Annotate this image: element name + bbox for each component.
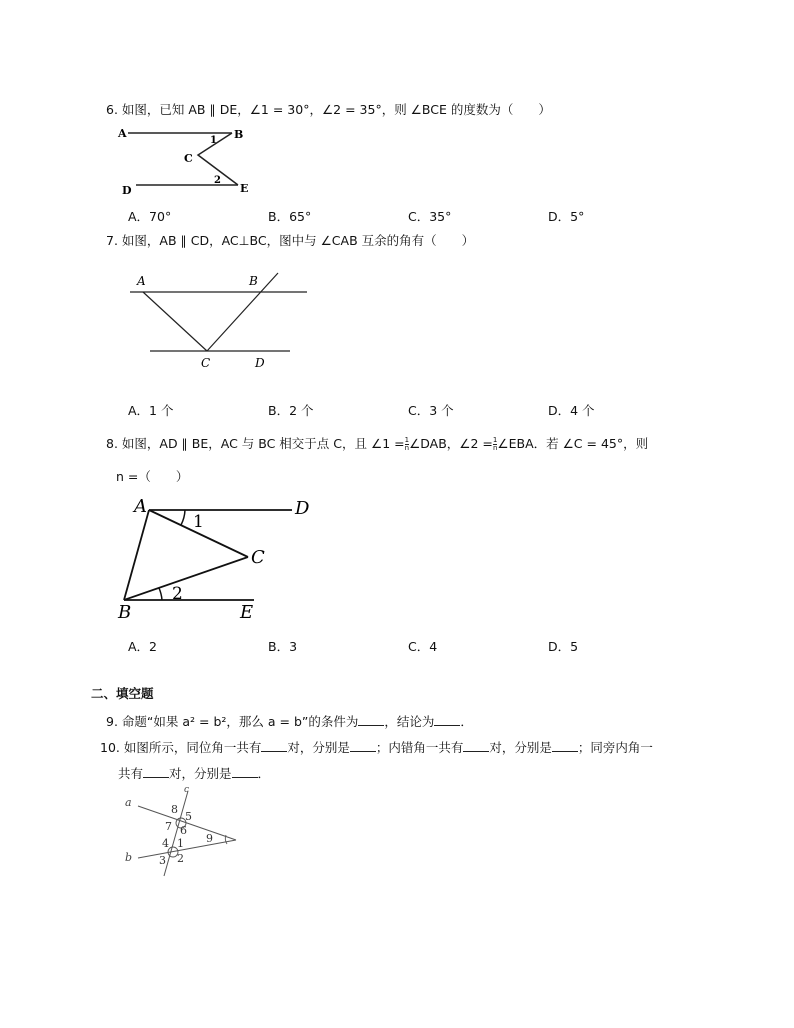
blank [463,739,489,752]
question-10-figure [118,782,248,880]
question-7-figure [125,268,315,376]
q8-option-c: C．4 [408,639,438,654]
label-line-b: b [125,851,133,864]
q6-option-a: A．70° [128,209,172,224]
q8-option-d: D．5 [548,639,579,654]
label-angle-2: 2 [177,852,184,865]
label-A: A [134,496,147,517]
q7-option-d: D．4 个 [548,403,595,418]
label-angle-2: 2 [172,584,183,604]
label-D: D [255,356,265,370]
label-C: C [201,356,211,370]
label-B: B [249,274,258,288]
q7-option-b: B．2 个 [268,403,314,418]
question-9-text: 9. 命题“如果 a² = b²，那么 a = b”的条件为 ，结论为 ． [106,714,473,729]
question-6-figure [110,122,270,198]
question-8-line-1: 8. 如图，AD ∥ BE，AC 与 BC 相交于点 C，且 ∠1 = $\frac{1}{n}$ ∠DAB，∠2 = $\frac{1}{n}$ ∠EBA．若 ∠C = 45°，则 [106,436,649,452]
label-angle-1: 1 [210,135,217,146]
q7-option-a: A．1 个 [128,403,174,418]
blank [434,713,460,726]
label-angle-1: 1 [193,512,204,532]
label-A: A [118,127,127,140]
q7-option-c: C．3 个 [408,403,454,418]
question-6-text: 6. 如图，已知 AB ∥ DE，∠1 = 30°，∠2 = 35°，则 ∠BCE 的度数为（ ） [106,102,551,117]
label-D: D [122,184,132,197]
label-C: C [251,547,265,568]
label-angle-4: 4 [162,837,169,850]
question-8-figure [112,492,322,624]
label-line-c: c [184,785,190,795]
fraction-1-over-n: $\frac{1}{n}$ [492,436,498,452]
q8-option-a: A．2 [128,639,158,654]
label-B: B [118,602,132,623]
label-D: D [295,498,310,519]
label-line-a: a [125,796,132,809]
blank [232,765,258,778]
blank [143,765,169,778]
label-A: A [137,274,146,288]
question-8-line-2: n =（ ） [116,469,189,484]
label-E: E [240,602,254,623]
fraction-1-over-n: $\frac{1}{n}$ [404,436,410,452]
q6-option-b: B．65° [268,209,312,224]
label-angle-2: 2 [214,175,221,186]
q6-option-c: C．35° [408,209,452,224]
blank [350,739,376,752]
blank [552,739,578,752]
label-B: B [234,128,244,141]
label-angle-7: 7 [165,820,172,833]
label-angle-3: 3 [159,854,166,867]
label-angle-9: 9 [206,832,213,845]
label-angle-6: 6 [180,824,187,837]
label-angle-1: 1 [177,837,184,850]
blank [261,739,287,752]
blank [358,713,384,726]
question-7-text: 7. 如图，AB ∥ CD，AC⊥BC，图中与 ∠CAB 互余的角有（ ） [106,233,475,248]
label-E: E [240,182,249,195]
q8-option-b: B．3 [268,639,298,654]
label-angle-8: 8 [171,803,178,816]
q6-option-d: D．5° [548,209,585,224]
label-C: C [184,152,193,165]
question-10-line-2: 共有 对，分别是 ． [118,766,271,781]
question-10-line-1: 10. 如图所示，同位角一共有 对，分别是 ；内错角一共有 对，分别是 ；同旁内角一 [100,740,653,755]
section-title: 二、填空题 [91,686,154,701]
label-angle-5: 5 [185,810,192,823]
